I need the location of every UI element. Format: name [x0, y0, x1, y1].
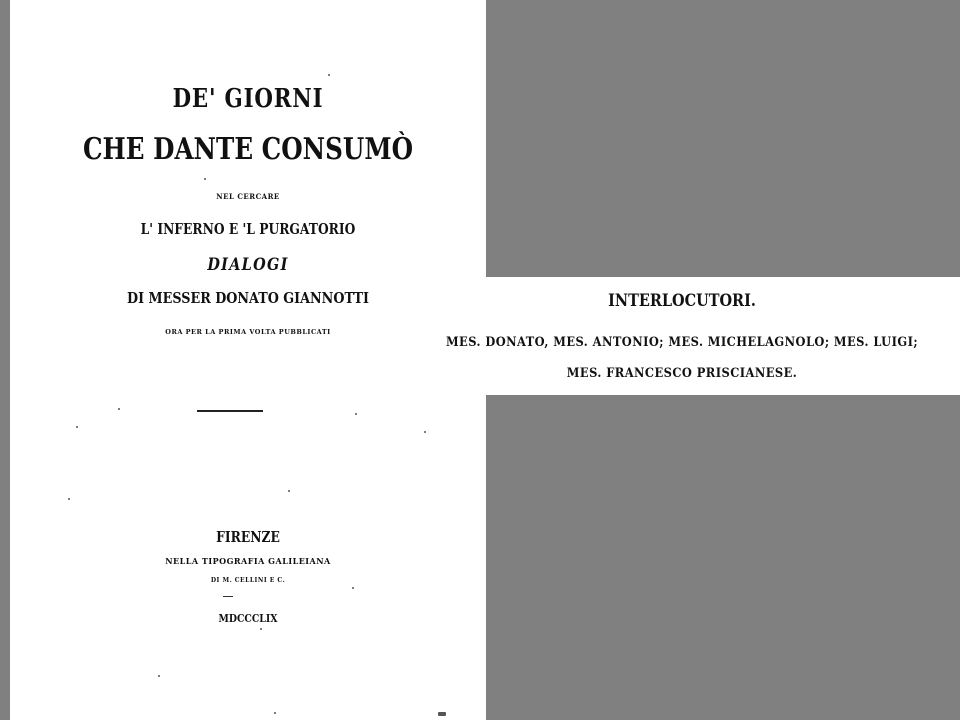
imprint-city: FIRENZE [216, 528, 280, 546]
paper-speck [260, 628, 262, 630]
paper-speck [204, 178, 206, 180]
imprint-printer: NELLA TIPOGRAFIA GALILEIANA [165, 556, 331, 566]
title-line-2: CHE DANTE CONSUMÒ [82, 132, 414, 167]
interlocutors-line-1: MES. DONATO, MES. ANTONIO; MES. MICHELAGNOLO; MES. LUIGI; [445, 335, 919, 350]
paper-speck [424, 431, 426, 433]
imprint-dash [223, 596, 233, 597]
paper-speck [438, 712, 446, 716]
interlocutors-heading: INTERLOCUTORI. [608, 291, 756, 311]
interlocutors-page [404, 277, 960, 395]
subtitle-line-1: NEL CERCARE [216, 192, 280, 201]
imprint-printer-owner: DI M. CELLINI E C. [210, 577, 286, 584]
paper-speck [76, 426, 78, 428]
paper-speck [288, 490, 290, 492]
interlocutors-line-2: MES. FRANCESCO PRISCIANESE. [566, 366, 798, 381]
imprint-year: MDCCCLIX [218, 612, 278, 625]
paper-speck [274, 712, 276, 714]
author-line: DI MESSER DONATO GIANNOTTI [127, 289, 369, 307]
paper-speck [355, 413, 357, 415]
paper-speck [68, 498, 70, 500]
title-line-1: DE' GIORNI [172, 84, 324, 114]
paper-speck [158, 675, 160, 677]
publication-note: ORA PER LA PRIMA VOLTA PUBBLICATI [165, 328, 331, 336]
paper-speck [118, 408, 120, 410]
paper-speck [352, 587, 354, 589]
genre-label: DIALOGI [207, 255, 289, 275]
ornamental-rule [197, 410, 263, 412]
subtitle-line-2: L' INFERNO E 'L PURGATORIO [140, 220, 356, 238]
paper-speck [328, 74, 330, 76]
